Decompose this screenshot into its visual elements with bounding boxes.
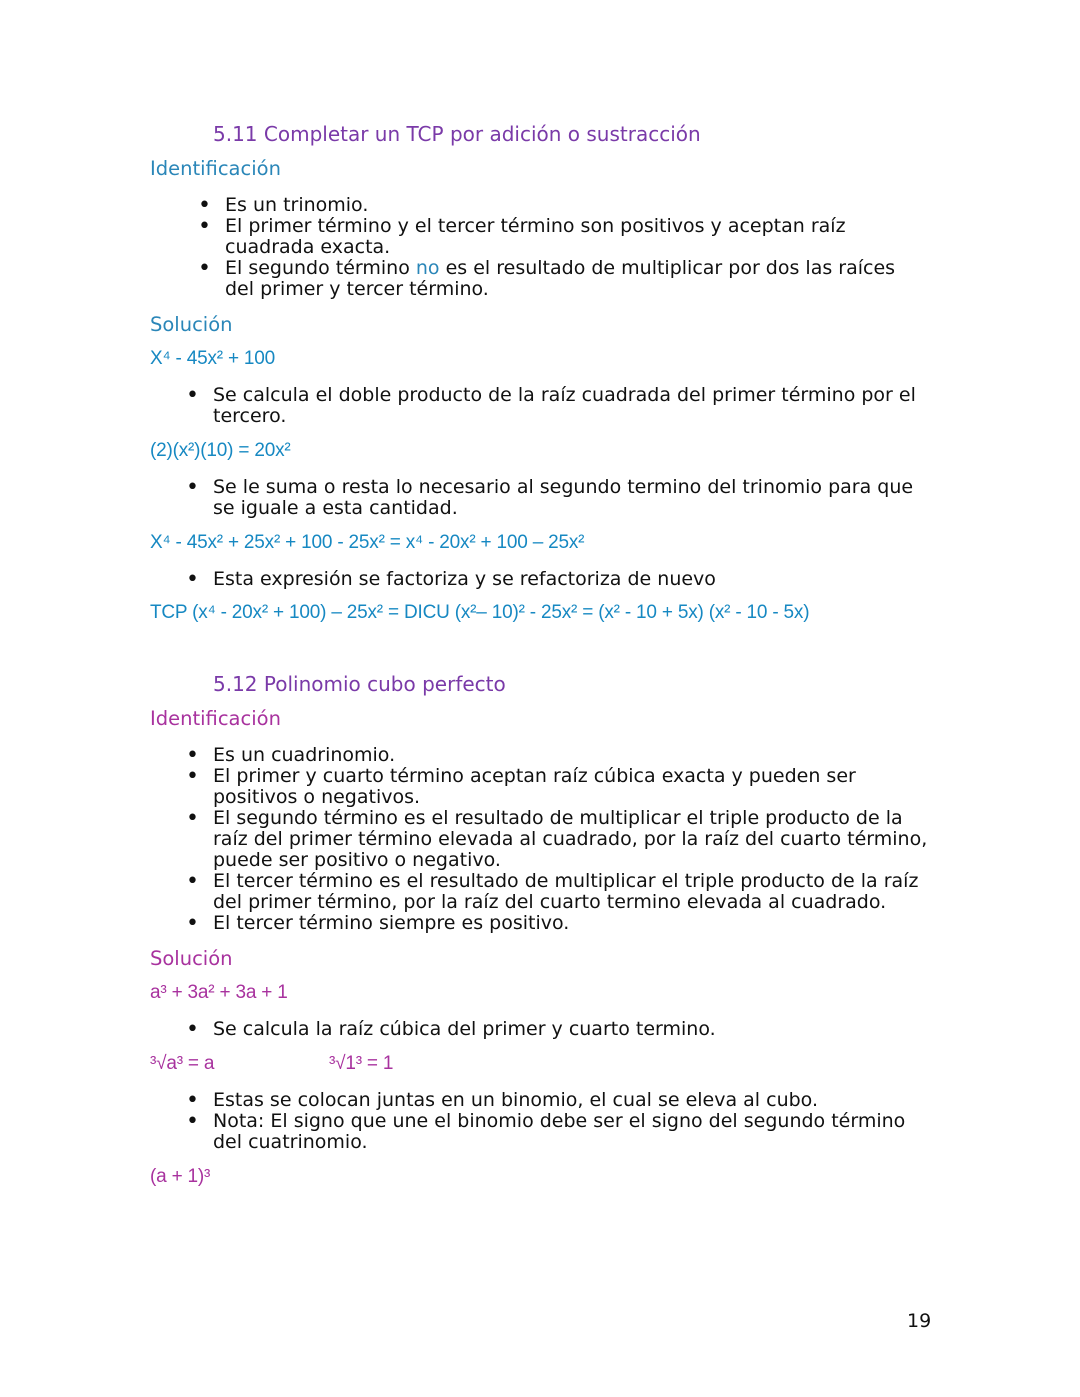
identification-list [188, 745, 933, 934]
list-item: • Esta expresión se factoriza y se refactoriza de nuevo [188, 569, 928, 590]
step-list [188, 385, 918, 427]
section-title-5-11: 5.11 Completar un TCP por adición o sustracción [213, 122, 701, 146]
solution-label: Solución [150, 947, 233, 970]
list-item: • El segundo término es el resultado de multiplicar el triple producto de la raíz del primer término elevada al cuadrado, por la raíz del cuarto término, puede ser positivo o negativo. [188, 808, 933, 871]
list-item: • Es un trinomio. [200, 195, 930, 216]
list-item: • Nota: El signo que une el binomio debe ser el signo del segundo término del cuatrinomio. [188, 1111, 928, 1153]
page-number: 19 [907, 1310, 932, 1332]
formula: a³ + 3a² + 3a + 1 [150, 982, 288, 1003]
list-item: • Se calcula el doble producto de la raíz cuadrada del primer término por el tercero. [188, 385, 918, 427]
identification-list [200, 195, 930, 300]
list-item: • Se calcula la raíz cúbica del primer y cuarto termino. [188, 1019, 928, 1040]
formula: X⁴ - 45x² + 25x² + 100 - 25x² = x⁴ - 20x² + 100 – 25x² [150, 532, 585, 553]
list-item: • Estas se colocan juntas en un binomio, el cual se eleva al cubo. [188, 1090, 928, 1111]
solution-label: Solución [150, 313, 233, 336]
list-item: • El primer término y el tercer término son positivos y aceptan raíz cuadrada exacta. [200, 216, 930, 258]
list-item: • El tercer término es el resultado de multiplicar el triple producto de la raíz del primer término, por la raíz del cuarto termino elevada al cuadrado. [188, 871, 933, 913]
identification-label: Identificación [150, 157, 281, 180]
formula: (a + 1)³ [150, 1166, 211, 1187]
list-item: • Se le suma o resta lo necesario al segundo termino del trinomio para que se iguale a esta cantidad. [188, 477, 938, 519]
cube-root-first: ³√a³ = a [150, 1053, 215, 1074]
step-list [188, 477, 938, 519]
list-item: • El segundo término no es el resultado de multiplicar por dos las raíces del primer y tercer término. [200, 258, 930, 300]
list-item: • Es un cuadrinomio. [188, 745, 933, 766]
formula: TCP (x⁴ - 20x² + 100) – 25x² = DICU (x²– 10)² - 25x² = (x² - 10 + 5x) (x² - 10 - 5x) [150, 602, 810, 623]
identification-label: Identificación [150, 707, 281, 730]
step-list [188, 1090, 928, 1153]
section-title-5-12: 5.12 Polinomio cubo perfecto [213, 672, 506, 696]
step-list [188, 569, 928, 590]
cube-root-fourth: ³√1³ = 1 [329, 1053, 394, 1074]
formula: X⁴ - 45x² + 100 [150, 348, 276, 369]
step-list [188, 1019, 928, 1040]
list-item: • El tercer término siempre es positivo. [188, 913, 933, 934]
list-item: • El primer y cuarto término aceptan raíz cúbica exacta y pueden ser positivos o negativos. [188, 766, 933, 808]
formula: (2)(x²)(10) = 20x² [150, 440, 291, 461]
